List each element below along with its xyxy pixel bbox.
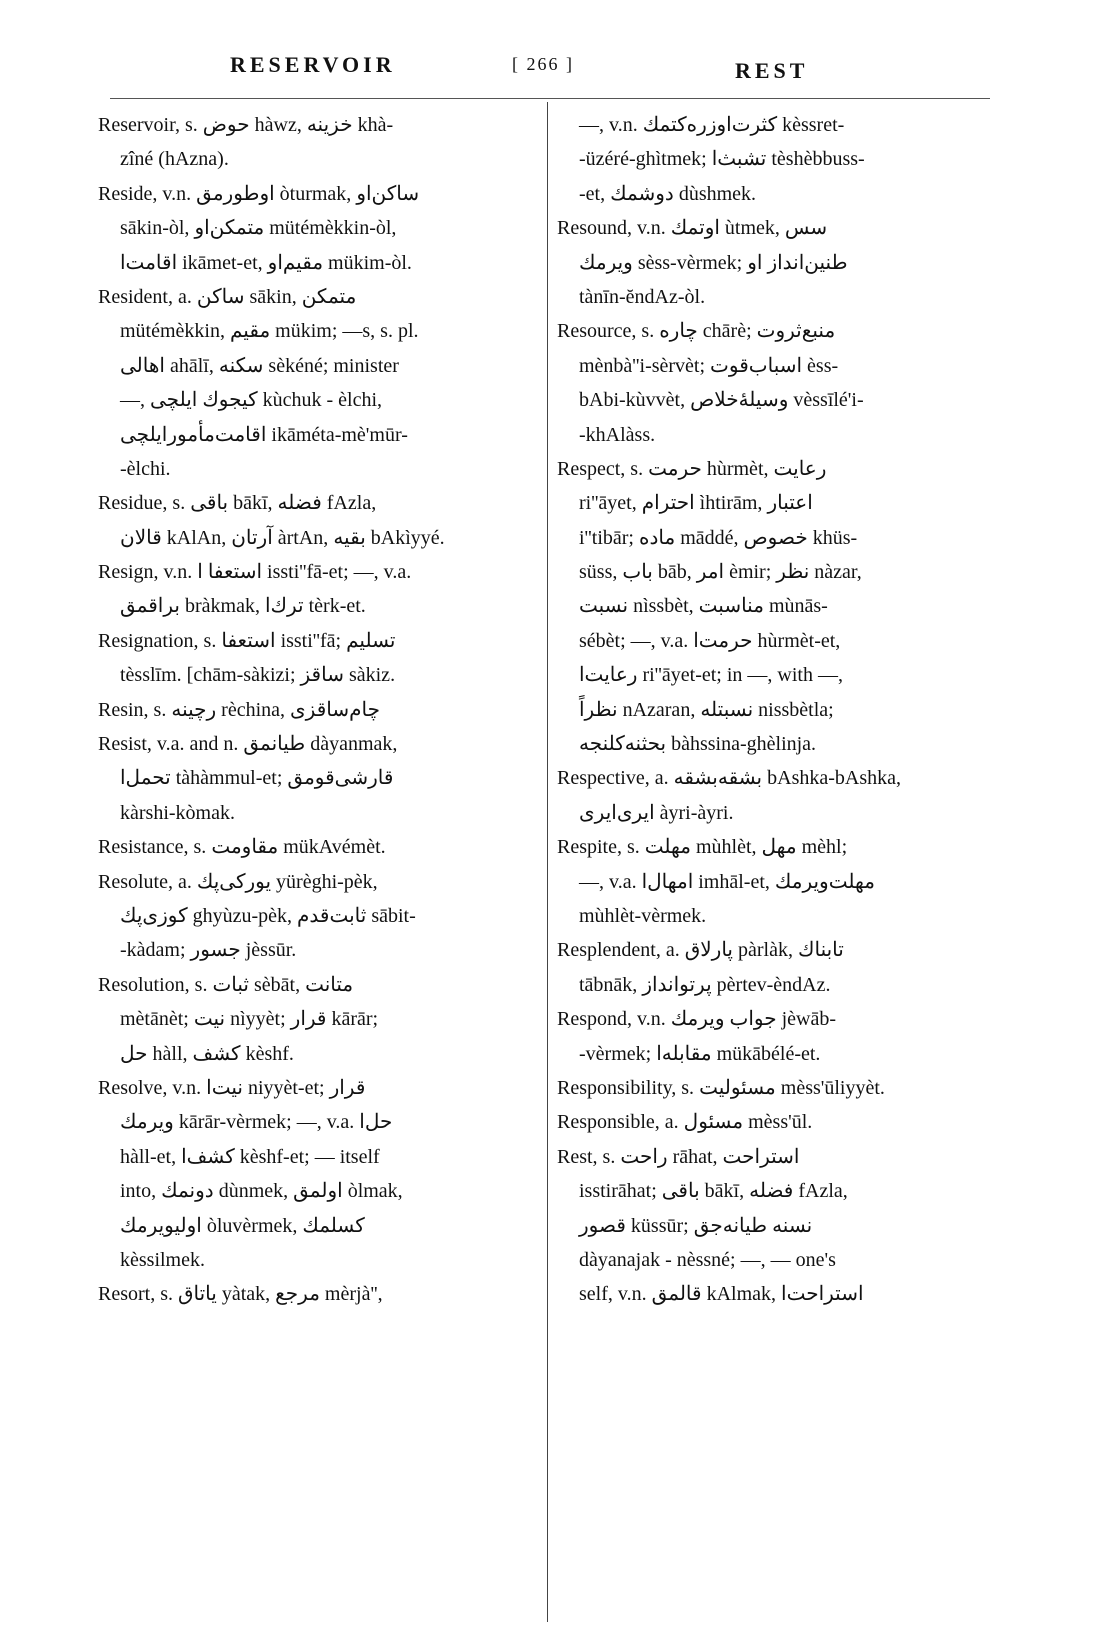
right-entry-line: Responsible, a. مسئول mèss'ūl. [557,1111,813,1134]
left-entry-line: —, كيجوك ايلچى kùchuk - èlchi, [120,389,383,412]
left-entry-line: into, دونمك dùnmek, اولمق òlmak, [120,1180,403,1203]
left-entry-line: sākin-òl, متمكن‌او mütémèkkin-òl, [120,217,397,240]
right-entry-line: قصور küssūr; نسنه طيانه‌جق [579,1214,813,1237]
left-entry-line: قالان kAlAn, آرتان àrtAn, بقيه bAkìyyé. [120,526,445,549]
left-entry-line: Resign, v.n. استعفا ا issti''fā-et; —, v.a. [98,561,412,584]
right-entry-line: i''tibār; ماده māddé, خصوص khüs- [579,526,858,549]
right-entry-line: Responsibility, s. مسئوليت mèss'ūliyyèt. [557,1076,885,1099]
left-entry-line: -èlchi. [120,457,171,480]
right-entry-line: بحثنه‌كلنجه bàhssina-ghèlinja. [579,733,817,756]
right-entry-line: Respect, s. حرمت hùrmèt, رعايت [557,457,827,480]
right-entry-line: Respective, a. بشقه‌بشقه bAshka-bAshka, [557,767,901,790]
left-entry-line: Resolute, a. يوركى‌پك yürèghi-pèk, [98,870,378,893]
header-left-guide-word: RESERVOIR [230,52,396,77]
right-entry-line: رعايت‌ا ri''āyet-et; in —, with —, [579,664,843,687]
right-entry-line: -vèrmek; مقابله‌ا mükābélé-et. [579,1042,821,1065]
right-entry-line: self, v.n. قالمق kAlmak, استراحت‌ا [579,1283,864,1306]
left-entry-line: tèsslīm. [chām-sàkizi; ساقز sàkiz. [120,664,396,687]
left-entry-line: mètānèt; نيت nìyyèt; قرار kārār; [120,1008,379,1031]
page-header [0,48,1113,88]
right-entry-line: Respond, v.n. جواب ويرمك jèwāb- [557,1008,837,1031]
right-entry-line: -üzéré-ghìtmek; تشبث‌ا tèshèbbuss- [579,148,865,171]
left-entry-line: Resolve, v.n. نيت‌ا niyyèt-et; قرار [98,1076,366,1099]
left-entry-line: mütémèkkin, مقيم mükim; —s, s. pl. [120,320,419,343]
left-entry-line: Residue, s. باقى bākī, فضله fAzla, [98,492,377,515]
right-entry-line: نسبت nìssbèt, مناسبت mùnās- [579,595,828,618]
right-column [557,108,977,1312]
left-entry-line: -kàdam; جسور jèssūr. [120,939,297,962]
right-entry-line: -khAlàss. [579,423,656,446]
left-entry-line: Resort, s. ياتاق yàtak, مرجع mèrjà'', [98,1283,383,1306]
left-entry-line: Resistance, s. مقاومت mükAvémèt. [98,836,386,859]
right-entry-line: süss, باب bāb, امر èmir; نظر nàzar, [579,561,862,584]
left-entry-line: Resolution, s. ثبات sèbāt, متانت [98,973,354,996]
left-entry-line: اهالى ahālī, سكنه sèkéné; minister [120,354,399,377]
right-entry-line: tābnāk, پرتوانداز pèrtev-èndAz. [579,973,831,996]
left-entry-line: براقمق bràkmak, ترك‌ا tèrk-et. [120,595,366,618]
header-right-guide-word: REST [735,58,809,83]
right-entry-line: ويرمك sèss-vèrmek; طنين‌انداز او [579,251,848,274]
left-entry-line: Reside, v.n. اوطورمق òturmak, ساكن‌او [98,182,420,205]
header-rule [110,98,990,99]
column-divider [547,102,548,1622]
right-entry-line: Resplendent, a. پارلاق pàrlàk, تابناك [557,939,844,962]
right-entry-line: —, v.a. امهال‌ا imhāl-et, مهلت‌ويرمك [579,870,875,893]
right-entry-line: mènbà''i-sèrvèt; اسباب‌قوت èss- [579,354,839,377]
left-entry-line: kàrshi-kòmak. [120,801,235,824]
right-entry-line: Resource, s. چاره chārè; منبع‌ثروت [557,320,836,343]
right-entry-line: نظراً nAzaran, نسبتله nissbètla; [579,698,834,721]
right-entry-line: Respite, s. مهلت mùhlèt, مهل mèhl; [557,836,848,859]
left-entry-line: اوليويرمك òluvèrmek, كسلمك [120,1214,365,1237]
right-entry-line: tànīn-ĕndAz-òl. [579,285,706,308]
left-entry-line: Resist, v.a. and n. طيانمق dàyanmak, [98,733,398,756]
right-entry-line: -et, دوشمك dùshmek. [579,182,757,205]
right-entry-line: ri''āyet, احترام ìhtirām, اعتبار [579,492,813,515]
page-number: [ 266 ] [512,54,574,74]
left-entry-line: اقامت‌مأمورايلچى ikāméta-mè'mūr- [120,423,408,446]
left-entry-line: hàll-et, كشف‌ا kèshf-et; — itself [120,1145,380,1168]
left-entry-line: ويرمك kārār-vèrmek; —, v.a. حل‌ا [120,1111,393,1134]
left-entry-line: اقامت‌ا ikāmet-et, مقيم‌او mükim-òl. [120,251,412,274]
left-column [98,108,518,1312]
left-entry-line: حل hàll, كشف kèshf. [120,1042,294,1065]
left-entry-line: kèssilmek. [120,1248,205,1271]
left-entry-line: تحمل‌ا tàhàmmul-et; قارشى‌قومق [120,767,394,790]
right-entry-line: sébèt; —, v.a. حرمت‌ا hùrmèt-et, [579,629,841,652]
right-entry-line: isstirāhat; باقى bākī, فضله fAzla, [579,1180,848,1203]
right-entry-line: —, v.n. كثرت‌اوزره‌كتمك kèssret- [579,114,845,136]
left-entry-line: Resignation, s. استعفا issti''fā; تسليم [98,629,396,652]
right-entry-line: Rest, s. راحت rāhat, استراحت [557,1145,800,1168]
left-entry-line: Resin, s. رچينه rèchina, چام‌ساقزى [98,698,380,721]
left-entry-line: zîné (hAzna). [120,148,229,171]
right-entry-line: dàyanajak - nèssné; —, — one's [579,1248,836,1271]
right-entry-line: mùhlèt-vèrmek. [579,904,707,927]
right-entry-line: bAbi-kùvvèt, وسيلهٔ‌خلاص vèssīlé'i- [579,389,864,412]
right-entry-line: Resound, v.n. اوتمك ùtmek, سس [557,217,828,240]
left-entry-line: كوزى‌پك ghyùzu-pèk, ثابت‌قدم sābit- [120,904,416,927]
left-entry-line: Reservoir, s. حوض hàwz, خزينه khà- [98,114,394,136]
left-entry-line: Resident, a. ساكن sākin, متمكن [98,285,357,308]
right-entry-line: ايرى‌ايرى àyri-àyri. [579,801,734,824]
